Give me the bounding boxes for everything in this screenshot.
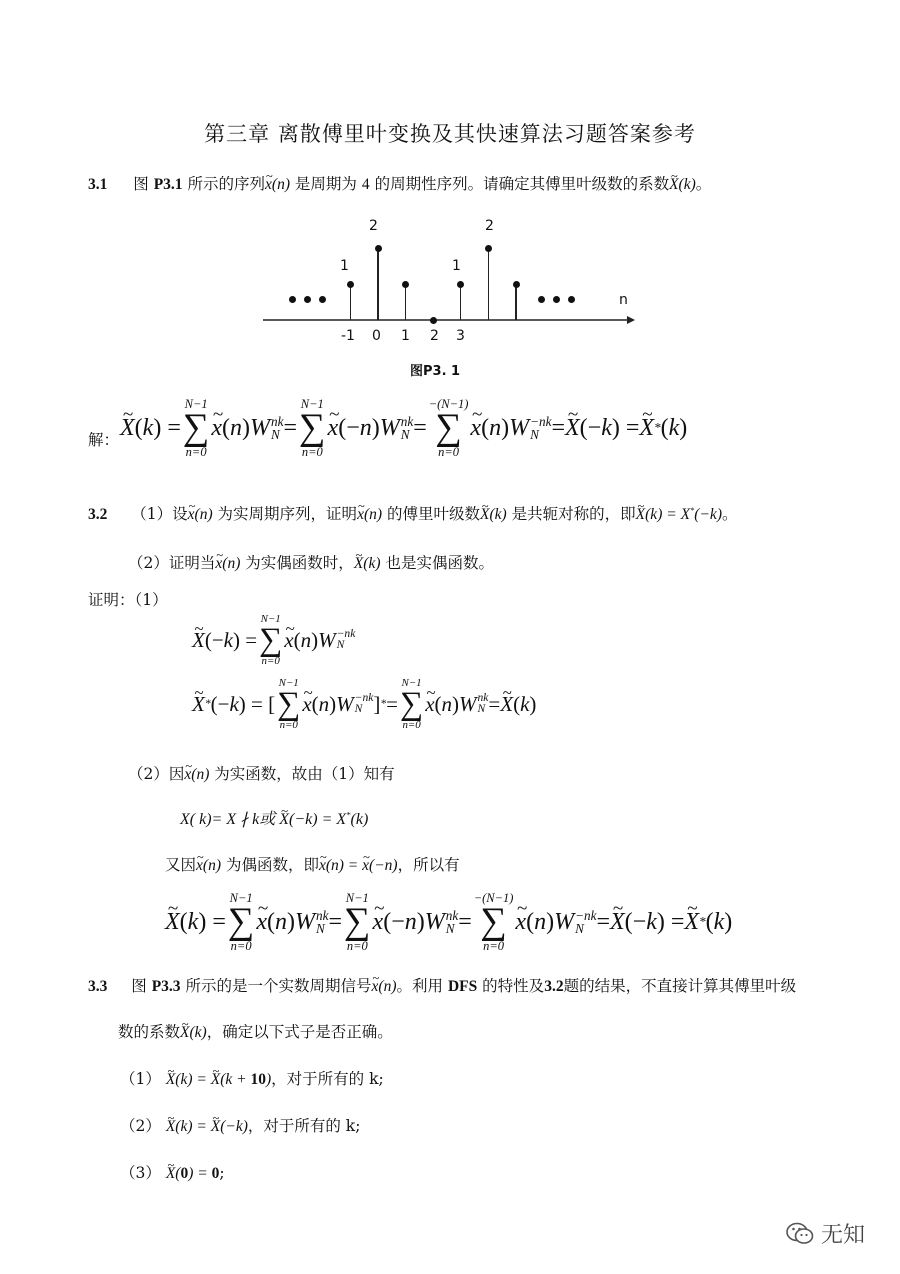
equation-proof-2: ~ X * (− k ) = [ N−1 ∑ n=0 ~ x ( n ) W −nk N ] * = N−1 ∑ n=0 ~ x ( n ) W nk N = ~ X ( k ) — [192, 678, 536, 731]
equation-garbled: X( k)= X ∤ k或 ~ X(−k) = X*(k) — [180, 806, 368, 829]
stem-line — [488, 248, 489, 320]
problem-3-3-line-2: 数的系数~ X(k)，确定以下式子是否正确。 — [118, 1020, 393, 1042]
stem-line — [460, 284, 461, 320]
proof-even: 又因~ x(n) 为偶函数，即~ x(n) = ~ x(−n)，所以有 — [165, 853, 460, 875]
stem-line — [350, 284, 351, 320]
stem-point — [402, 281, 409, 288]
problem-3-2-part-1: 3.2 （1）设~ x(n) 为实周期序列，证明~ x(n) 的傅里叶级数~ X(k) 是共轭对称的，即~ X(k) = X*(−k)。 — [88, 502, 738, 524]
tick-label: 3 — [456, 328, 465, 344]
proof-label: 证明：（1） — [88, 591, 168, 609]
stem-point — [513, 281, 520, 288]
value-label: 1 — [452, 258, 461, 274]
watermark-text: 无知 — [821, 1223, 866, 1248]
figure-caption: 图P3. 1 — [410, 364, 461, 379]
watermark — [785, 1218, 865, 1249]
value-label: 1 — [340, 258, 349, 274]
value-label: 2 — [485, 218, 494, 234]
stem-plot — [255, 210, 645, 350]
stem-point — [457, 281, 464, 288]
problem-3-1: 3.1 图 P3.1 所示的序列~ x(n) 是周期为 4 的周期性序列。请确定其傅里叶级数的系数~ X(k)。 — [88, 172, 711, 194]
wechat-icon — [785, 1221, 815, 1247]
equation-proof-3: ~ X ( k ) = N−1 ∑ n=0 ~ x ( n ) W nk N = N−1 ∑ n=0 ~ x (− n ) W nk N = −(N−1) ∑ n=0 ~ x ( n ) W −nk N = ~ X (− k ) = ~ X * ( k ) — [165, 892, 732, 952]
ellipsis-dot — [553, 296, 560, 303]
ellipsis-dot — [538, 296, 545, 303]
axis-label-n: n — [619, 292, 628, 308]
solution-label: 解： — [88, 431, 120, 449]
stem-point — [375, 245, 382, 252]
stem-line — [377, 248, 378, 320]
tick-label: 2 — [430, 328, 439, 344]
list-item: （1） ~ X(k) = ~ X(k + 10)，对于所有的 k; — [120, 1067, 384, 1089]
equation-solution-3-1: ~ X ( k ) = N−1 ∑ n=0 ~ x ( n ) W nk N = N−1 ∑ n=0 ~ x (− n ) W nk N = −(N−1) ∑ n=0 ~ x ( n ) W −nk N = ~ X (− k ) = ~ X * ( k ) — [120, 398, 687, 458]
tick-label: 0 — [372, 328, 381, 344]
list-item: （2） ~ X(k) = ~ X(−k)，对于所有的 k; — [120, 1114, 360, 1136]
ellipsis-dot — [568, 296, 575, 303]
stem-line — [515, 284, 516, 320]
coef-X: ~ X(k) — [669, 176, 696, 193]
stem-line — [405, 284, 406, 320]
list-item: （3） ~ X(0) = 0; — [120, 1161, 225, 1183]
seq-x: ~ x(n) — [265, 176, 290, 193]
stem-point — [347, 281, 354, 288]
tick-label: 1 — [401, 328, 410, 344]
stem-point — [430, 317, 437, 324]
ellipsis-dot — [304, 296, 311, 303]
value-label: 2 — [369, 218, 378, 234]
equation-proof-1: ~ X (− k ) = N−1 ∑ n=0 ~ x ( n ) W −nk N — [192, 614, 355, 667]
problem-3-2-part-2: （2）证明当~ x(n) 为实偶函数时，~ X(k) 也是实偶函数。 — [128, 551, 494, 573]
stem-point — [485, 245, 492, 252]
problem-3-3: 3.3 图 P3.3 所示的是一个实数周期信号~ x(n)。利用 DFS 的特性及3.2题的结果，不直接计算其傅里叶级 — [88, 974, 796, 996]
proof-part-2: （2）因~ x(n) 为实函数，故由（1）知有 — [128, 762, 395, 784]
ellipsis-dot — [319, 296, 326, 303]
axis-arrow-icon — [627, 316, 635, 324]
tick-label: -1 — [341, 328, 355, 344]
page-title: 第三章 离散傅里叶变换及其快速算法习题答案参考 — [204, 122, 696, 146]
ellipsis-dot — [289, 296, 296, 303]
